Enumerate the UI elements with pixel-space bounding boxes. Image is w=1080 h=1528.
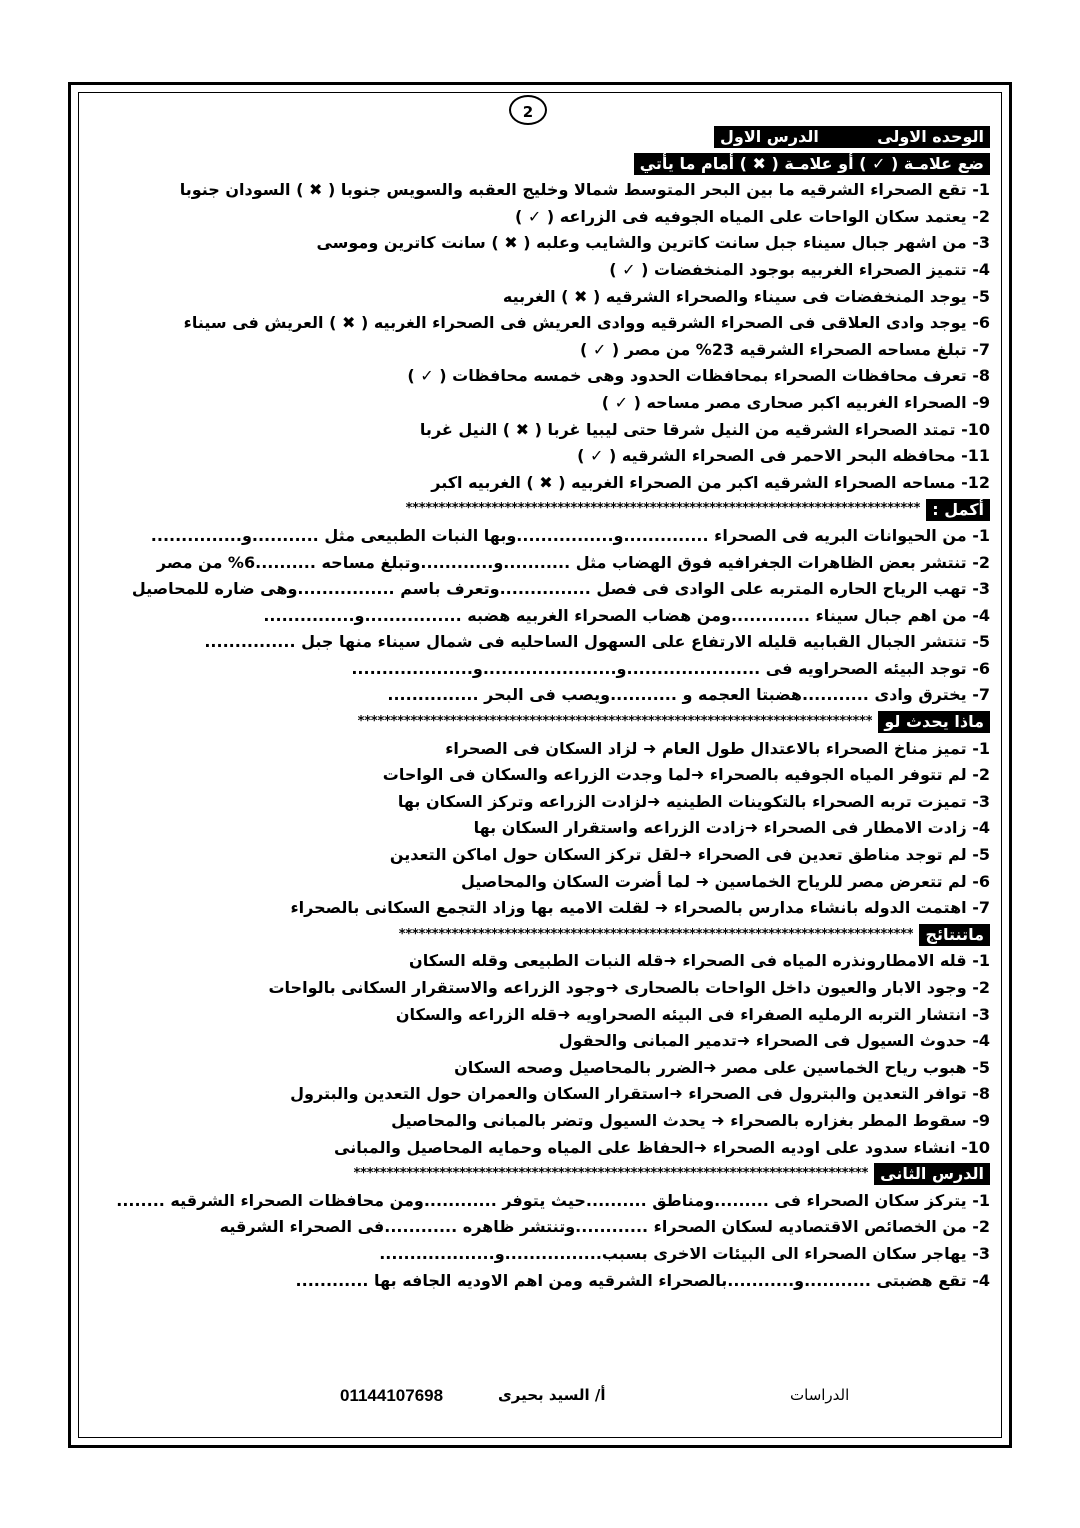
question-item: 3- تميزت تربه الصحراء بالتكوينات الطينيه ➜لزادت الزراعه وتركز السكان بها bbox=[397, 791, 990, 811]
complete-list bbox=[98, 523, 990, 709]
lesson-title: الدرس الاول bbox=[720, 127, 819, 147]
question-item: 4- زادت الامطار فى الصحراء ➜زادت الزراعه واستقرار السكان بها bbox=[473, 818, 990, 838]
question-item: 7- اهتمت الدوله بانشاء مدارس بالصحراء ➜ لقلت الاميه بها وزاد التجمع السكانى بالصحراء bbox=[290, 898, 990, 918]
question-item: 1- تقع الصحراء الشرقيه ما بين البحر المتوسط شمالا وخليج العقبه والسويس جنوبا ( ✖ ) السودان جنوبا bbox=[179, 180, 990, 200]
separator: ****************************************************************************** bbox=[353, 1166, 869, 1182]
footer-teacher: أ/ السيد بحيرى bbox=[498, 1386, 606, 1404]
unit-header bbox=[98, 124, 990, 151]
separator: ****************************************************************************** bbox=[398, 926, 914, 942]
question-item: 7- يخترق وادى ...........هضبتا العجمه و ...........ويصب فى البحر ............... bbox=[387, 685, 990, 705]
question-item: 8- توافر التعدين والبترول فى الصحراء ➜استقرار السكان والعمران حول التعدين والبترول bbox=[290, 1084, 990, 1104]
separator: ****************************************************************************** bbox=[405, 501, 921, 517]
footer-subject: الدراسات bbox=[790, 1386, 850, 1404]
worksheet-content bbox=[98, 124, 990, 1294]
question-item: 6- لم تتعرض مصر للرياح الخماسين ➜ لما أضرت السكان والمحاصيل bbox=[460, 871, 990, 891]
unit-lesson-header bbox=[714, 126, 990, 148]
question-item: 9- الصحراء الغربيه اكبر صحارى مصر مساحه ( ✓ ) bbox=[601, 392, 990, 412]
question-item: 3- تهب الرياح الحاره المتربه على الوادى فى فصل ...............وتعرف باسم ................وهى ضاره للمحاصيل bbox=[131, 579, 990, 599]
question-item: 1- تميز مناخ الصحراء بالاعتدال طول العام ➜ لزاد السكان فى الصحراء bbox=[445, 738, 990, 758]
lesson2-list bbox=[98, 1188, 990, 1294]
question-item: 2- وجود الابار والعيون داخل الواحات بالصحارى ➜وجود الزراعه والاستقرار السكانى بالواحات bbox=[268, 978, 990, 997]
question-item: 8- تعرف محافظات الصحراء بمحافظات الحدود وهى خمسه محافظات ( ✓ ) bbox=[407, 366, 990, 386]
results-list bbox=[98, 948, 990, 1161]
question-item: 5- لم توجد مناطق تعدين فى الصحراء ➜لقل تركز السكان حول اماكن التعدين bbox=[389, 845, 990, 865]
section-title: ضع علامـة ( ✓ ) أو علامـة ( ✖ ) أمام ما يأتي bbox=[634, 153, 990, 175]
question-item: 10- انشاء سدود على اوديه الصحراء ➜الحفاظ على المياه وحمايه المحاصيل والمبانى bbox=[334, 1137, 990, 1157]
question-item: 7- تبلغ مساحه الصحراء الشرقيه 23% من مصر ( ✓ ) bbox=[579, 339, 990, 359]
footer-phone: 01144107698 bbox=[340, 1386, 444, 1405]
section-title: أكمل : bbox=[926, 499, 990, 521]
question-item: 4- تقع هضبتى ...........و...........بالصحراء الشرقيه ومن اهم الاوديه الجافه بها ............ bbox=[295, 1270, 990, 1290]
section-header bbox=[98, 496, 990, 523]
page-number: 2 bbox=[509, 95, 547, 125]
question-item: 10- تمتد الصحراء الشرقيه من النيل شرقا حتى ليبيا غربا ( ✖ ) النيل غربا bbox=[419, 419, 990, 439]
unit-title: الوحده الاولى bbox=[877, 127, 984, 147]
question-item: 5- تنتشر الجبال القبابيه قليله الارتفاع على السهول الساحليه فى شمال سيناء منها جبل ............... bbox=[204, 632, 990, 652]
section-title: ماتنتائج bbox=[919, 924, 990, 946]
question-item: 4- من اهم جبال سيناء .............ومن هضاب الصحراء الغربيه هضبه ................و............... bbox=[263, 605, 990, 625]
section-header bbox=[98, 709, 990, 736]
question-item: 2- يعتمد سكان الواحات على المياه الجوفيه فى الزراعه ( ✓ ) bbox=[514, 206, 990, 226]
question-item: 3- من اشهر جبال سيناء جبل سانت كاترين والشايب وعلبه ( ✖ ) سانت كاترين وموسى bbox=[316, 233, 990, 253]
question-item: 3- انتشار التربه الرمليه الصفراء فى البيئه الصحراويه ➜قله الزراعه والسكان bbox=[395, 1004, 990, 1024]
question-item: 11- محافظه البحر الاحمر فى الصحراء الشرقيه ( ✓ ) bbox=[577, 446, 990, 466]
question-item: 2- لم تتوفر المياه الجوفيه بالصحراء ➜لما وجدت الزراعه والسكان فى الواحات bbox=[382, 765, 990, 785]
section-title: ماذا يحدث لو bbox=[878, 711, 990, 733]
question-item: 6- يوجد وادى العلاقى فى الصحراء الشرقيه ووادى العريش فى الصحراء الغربيه ( ✖ ) العريش فى سيناء bbox=[183, 313, 990, 333]
question-item: 1- من الحيوانات البريه فى الصحراء ..............و................وبها النبات الطبيعى مثل ...........و............... bbox=[150, 525, 990, 545]
question-item: 9- سقوط المطر بغزاره بالصحراء ➜ يحدث السيول وتضر بالمبانى والمحاصيل bbox=[391, 1110, 990, 1130]
separator: ****************************************************************************** bbox=[357, 714, 873, 730]
question-item: 5- يوجد المنخفضات فى سيناء والصحراء الشرقيه ( ✖ ) الغربيه bbox=[502, 286, 990, 306]
section-title: الدرس الثانى bbox=[874, 1163, 990, 1185]
question-item: 5- هبوب رياح الخماسين على مصر ➜الضرر بالمحاصيل وصحه السكان bbox=[454, 1057, 990, 1077]
section-header bbox=[98, 151, 990, 178]
section-header bbox=[98, 922, 990, 949]
question-item: 2- من الخصائص الاقتصاديه لسكان الصحراء ............وتنتشر ظاهره ............فى الصحراء الشرقيه bbox=[219, 1217, 990, 1237]
question-item: 2- تنتشر بعض الظاهرات الجغرافيه فوق الهضاب مثل ...........و............وتبلغ مساحه ..........6% من مصر bbox=[156, 552, 990, 572]
question-item: 1- يتركز سكان الصحراء فى .........ومناطق ..........حيث يتوفر ............ومن محافظات الصحراء الشرقيه ........ bbox=[116, 1190, 990, 1210]
section-header bbox=[98, 1161, 990, 1188]
what-if-list bbox=[98, 736, 990, 922]
question-item: 1- قله الامطارونذره المياه فى الصحراء ➜قله النبات الطبيعى وقله السكان bbox=[409, 951, 990, 971]
question-item: 4- حدوث السيول فى الصحراء ➜تدمير المبانى والحقول bbox=[558, 1031, 990, 1051]
question-item: 6- توجد البيئه الصحراويه فى ......................و......................و.................... bbox=[351, 658, 990, 678]
question-item: 3- يهاجر سكان الصحراء الى البيئات الاخرى بسبب................و................... bbox=[379, 1243, 990, 1263]
question-item: 4- تتميز الصحراء الغربيه بوجود المنخفضات ( ✓ ) bbox=[609, 259, 990, 279]
question-item: 12- مساحه الصحراء الشرقيه اكبر من الصحراء الغربيه ( ✖ ) الغربيه اكبر bbox=[431, 472, 990, 492]
true-false-list bbox=[98, 177, 990, 496]
